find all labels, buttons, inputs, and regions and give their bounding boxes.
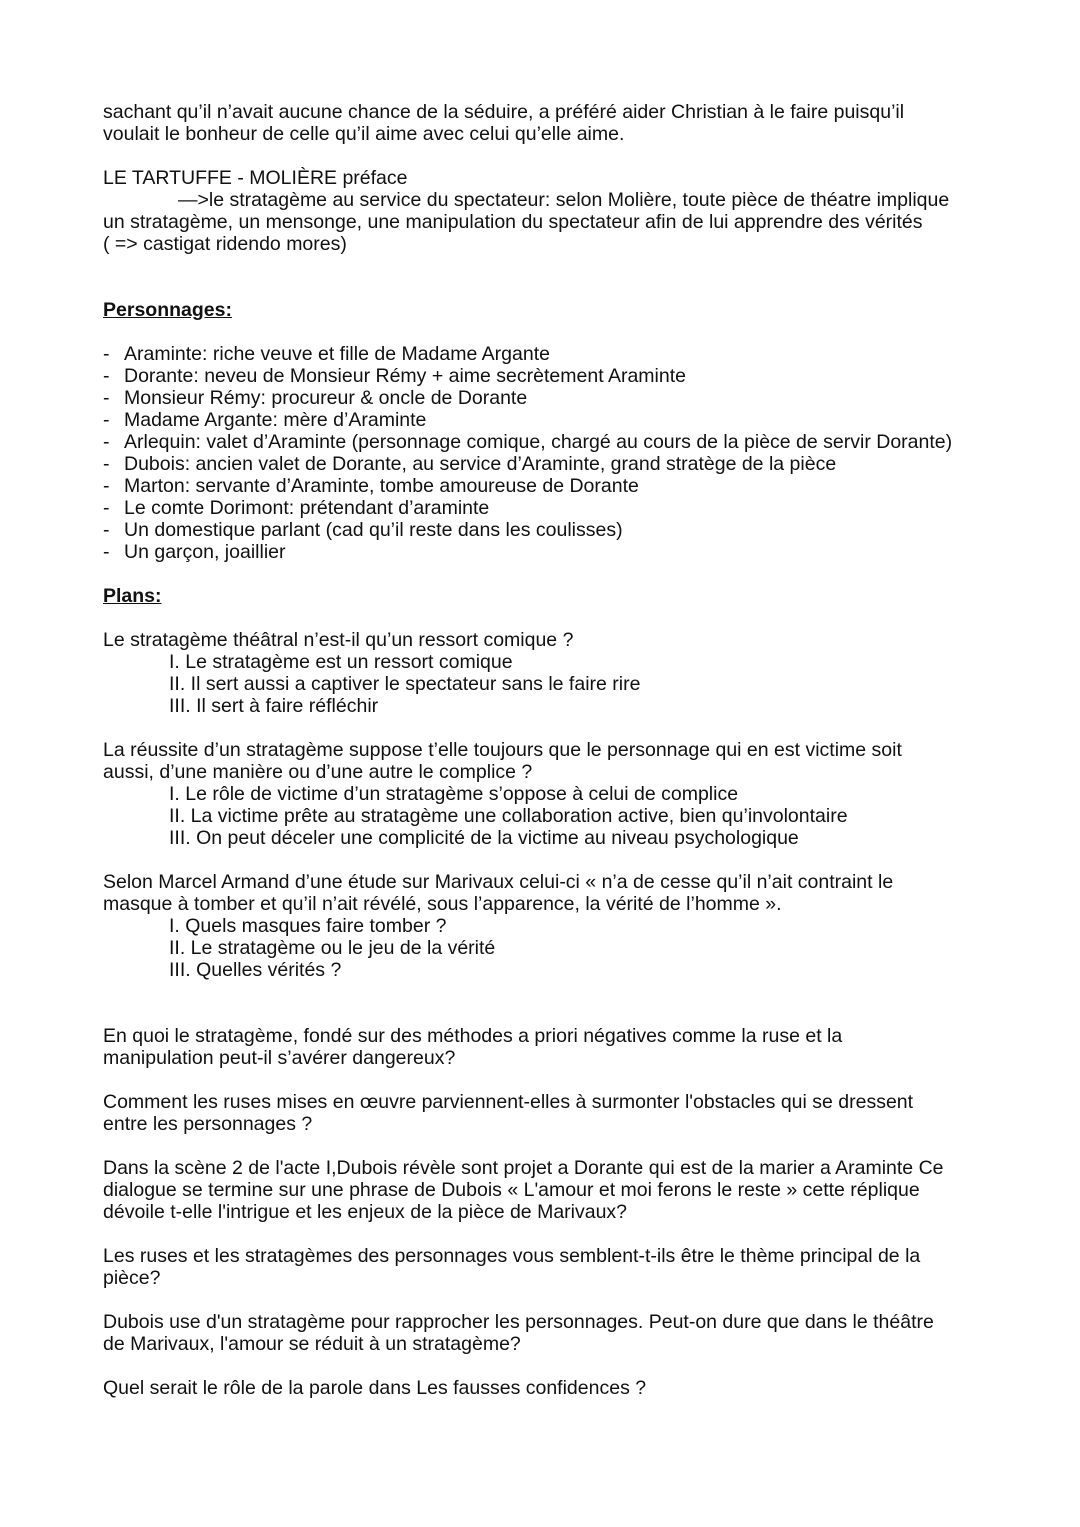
plan-question: Selon Marcel Armand d’une étude sur Marivaux celui-ci « n’a de cesse qu’il n’ait contraint le — [103, 871, 894, 893]
character-item: - Madame Argante: mère d’Araminte — [103, 409, 1003, 431]
plan-part: III. Il sert à faire réfléchir — [169, 695, 379, 717]
tartuffe-line: —>le stratagème au service du spectateur: selon Molière, toute pièce de théatre implique — [178, 189, 950, 211]
intro-line: voulait le bonheur de celle qu’il aime avec celui qu’elle aime. — [103, 123, 625, 145]
plan-question: La réussite d’un stratagème suppose t’elle toujours que le personnage qui en est victime soit — [103, 739, 902, 761]
question-line: de Marivaux, l'amour se réduit à un stratagème? — [103, 1333, 521, 1355]
plan-question: aussi, d’une manière ou d’une autre le complice ? — [103, 761, 533, 783]
question-line: Dubois use d'un stratagème pour rapprocher les personnages. Peut-on dure que dans le théâtre — [103, 1311, 934, 1333]
plans-heading: Plans: — [103, 585, 162, 607]
question-line: Comment les ruses mises en œuvre parviennent-elles à surmonter l'obstacles qui se dressent — [103, 1091, 914, 1113]
personnages-heading: Personnages: — [103, 299, 232, 321]
question-line: Les ruses et les stratagèmes des personnages vous semblent-t-ils être le thème principal de la — [103, 1245, 921, 1267]
plan-part: III. On peut déceler une complicité de la victime au niveau psychologique — [169, 827, 799, 849]
character-item: - Le comte Dorimont: prétendant d’araminte — [103, 497, 1003, 519]
plan-part: III. Quelles vérités ? — [169, 959, 342, 981]
character-item: - Dorante: neveu de Monsieur Rémy + aime secrètement Araminte — [103, 365, 1003, 387]
tartuffe-title: LE TARTUFFE - MOLIÈRE préface — [103, 167, 408, 189]
question-line: En quoi le stratagème, fondé sur des méthodes a priori négatives comme la ruse et la — [103, 1025, 843, 1047]
question-line: dévoile t-elle l'intrigue et les enjeux de la pièce de Marivaux? — [103, 1201, 628, 1223]
tartuffe-line: ( => castigat ridendo mores) — [103, 233, 347, 255]
plan-question: Le stratagème théâtral n’est-il qu’un ressort comique ? — [103, 629, 574, 651]
character-item: - Un garçon, joaillier — [103, 541, 1003, 563]
question-line: dialogue se termine sur une phrase de Dubois « L'amour et moi ferons le reste » cette réplique — [103, 1179, 920, 1201]
question-line: Quel serait le rôle de la parole dans Les fausses confidences ? — [103, 1377, 647, 1399]
plan-part: I. Le rôle de victime d’un stratagème s’oppose à celui de complice — [169, 783, 739, 805]
character-item: - Arlequin: valet d’Araminte (personnage comique, chargé au cours de la pièce de servir Dorante) — [103, 431, 1003, 453]
question-line: entre les personnages ? — [103, 1113, 313, 1135]
character-item: - Monsieur Rémy: procureur & oncle de Dorante — [103, 387, 1003, 409]
plan-part: II. Le stratagème ou le jeu de la vérité — [169, 937, 496, 959]
question-line: manipulation peut-il s’avérer dangereux? — [103, 1047, 456, 1069]
tartuffe-line: un stratagème, un mensonge, une manipulation du spectateur afin de lui apprendre des vérités — [103, 211, 923, 233]
plan-part: I. Le stratagème est un ressort comique — [169, 651, 513, 673]
character-item: - Un domestique parlant (cad qu’il reste dans les coulisses) — [103, 519, 1003, 541]
character-item: - Araminte: riche veuve et fille de Madame Argante — [103, 343, 1003, 365]
plan-question: masque à tomber et qu’il n’ait révélé, sous l’apparence, la vérité de l’homme ». — [103, 893, 782, 915]
character-item: - Dubois: ancien valet de Dorante, au service d’Araminte, grand stratège de la pièce — [103, 453, 1003, 475]
plan-part: I. Quels masques faire tomber ? — [169, 915, 447, 937]
character-item: - Marton: servante d’Araminte, tombe amoureuse de Dorante — [103, 475, 1003, 497]
character-list — [103, 343, 1003, 563]
intro-line: sachant qu’il n’avait aucune chance de la séduire, a préféré aider Christian à le faire puisqu’il — [103, 101, 905, 123]
plan-part: II. La victime prête au stratagème une collaboration active, bien qu’involontaire — [169, 805, 848, 827]
question-line: pièce? — [103, 1267, 161, 1289]
document-body — [103, 101, 1003, 1399]
question-line: Dans la scène 2 de l'acte I,Dubois révèle sont projet a Dorante qui est de la marier a Araminte Ce — [103, 1157, 944, 1179]
plan-part: II. Il sert aussi a captiver le spectateur sans le faire rire — [169, 673, 641, 695]
